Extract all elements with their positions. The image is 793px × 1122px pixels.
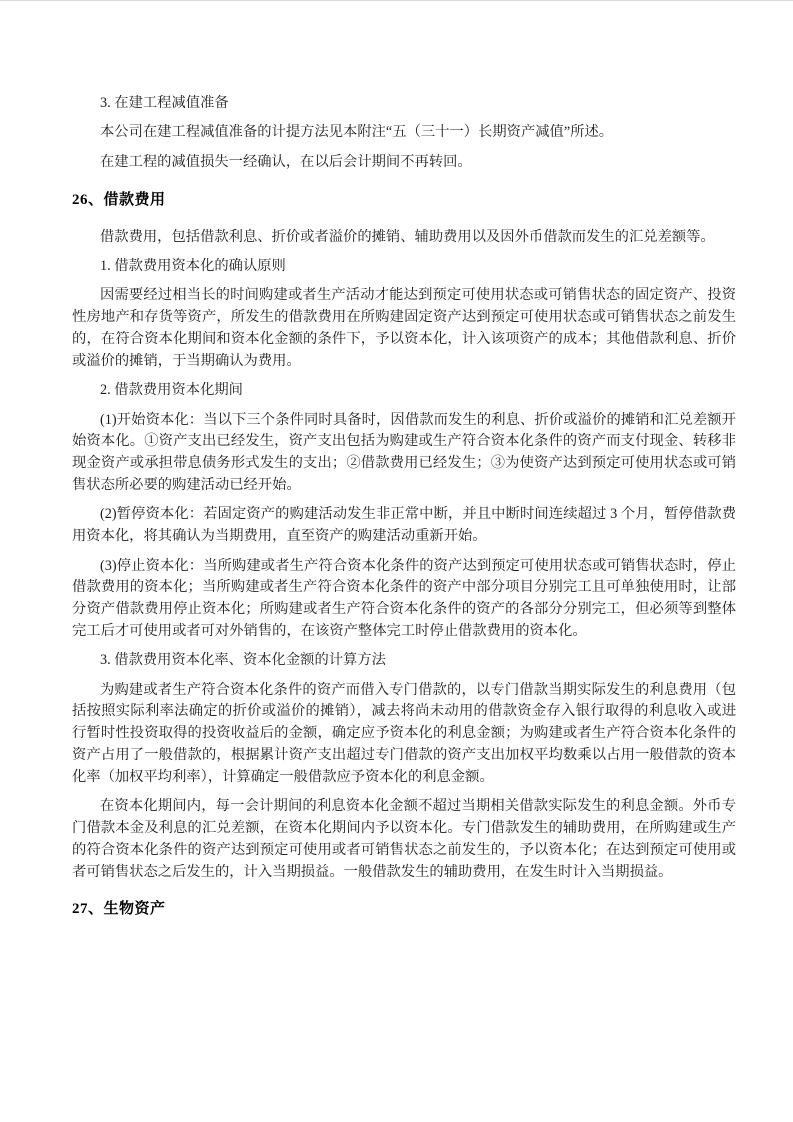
document-body <box>72 93 736 920</box>
body-paragraph: 在建工程的减值损失一经确认，在以后会计期间不再转回。 <box>100 153 472 170</box>
body-paragraph: (2)暂停资本化：若固定资产的购建活动发生非正常中断，并且中断时间连续超过 3 个月，暂停借款费用资本化，将其确认为当期费用，直至资产的购建活动重新开始。 <box>72 506 736 545</box>
body-paragraph: 本公司在建工程减值准备的计提方法见本附注“五（三十一）长期资产减值”所述。 <box>100 124 614 141</box>
body-paragraph: 在资本化期间内，每一会计期间的利息资本化金额不超过当期相关借款实际发生的利息金额。外币专门借款本金及利息的汇兑差额，在资本化期间内予以资本化。专门借款发生的辅助费用，在所购建或生产的符合资本化条件的资产达到预定可使用或者可销售状态之前发生的，予以资本化；在达到预定可使用或者可销售状态之后发生的，计入当期损益。一般借款发生的辅助费用，在发生时计入当期损益。 <box>72 798 736 880</box>
body-paragraph: 借款费用，包括借款利息、折价或者溢价的摊销、辅助费用以及因外币借款而发生的汇兑差额等。 <box>100 228 715 245</box>
page-top-edge <box>0 0 793 1</box>
body-paragraph: 因需要经过相当长的时间购建或者生产活动才能达到预定可使用状态或可销售状态的固定资产、投资性房地产和存货等资产，所发生的借款费用在所购建固定资产达到预定可使用状态或可销售状态之前发生的，在符合资本化期间和资本化金额的条件下，予以资本化，计入该项资产的成本；其他借款利息、折价或溢价的摊销，于当期确认为费用。 <box>72 287 736 369</box>
section-heading: 27、生物资产 <box>72 901 166 918</box>
clause-subheading: 3. 在建工程减值准备 <box>100 95 229 111</box>
clause-subheading: 2. 借款费用资本化期间 <box>100 382 243 399</box>
body-paragraph: 为购建或者生产符合资本化条件的资产而借入专门借款的，以专门借款当期实际发生的利息费用（包括按照实际利率法确定的折价或溢价的摊销），减去将尚未动用的借款资金存入银行取得的利息收入或进行暂时性投资取得的投资收益后的金额，确定应予资本化的利息金额；为购建或者生产符合资本化条件的资产占用了一般借款的，根据累计资产支出超过专门借款的资产支出加权平均数乘以占用一般借款的资本化率（加权平均利率），计算确定一般借款应予资本化的利息金额。 <box>72 681 736 785</box>
clause-subheading: 1. 借款费用资本化的确认原则 <box>100 257 286 274</box>
body-paragraph: (1)开始资本化：当以下三个条件同时具备时，因借款而发生的利息、折价或溢价的摊销和汇兑差额开始资本化。①资产支出已经发生，资产支出包括为购建或生产符合资本化条件的资产而支付现金、转移非现金资产或承担带息债务形式发生的支出；②借款费用已经发生；③为使资产达到预定可使用状态或可销售状态所必要的购建活动已经开始。 <box>72 411 736 493</box>
section-heading: 26、借款费用 <box>72 191 166 208</box>
clause-subheading: 3. 借款费用资本化率、资本化金额的计算方法 <box>100 652 386 669</box>
body-paragraph: (3)停止资本化：当所购建或者生产符合资本化条件的资产达到预定可使用状态或可销售状态时，停止借款费用的资本化；当所购建或者生产符合资本化条件的资产中部分项目分别完工且可单独使用时，让部分资产借款费用停止资本化；所购建或者生产符合资本化条件的资产的各部分分别完工，但必须等到整体完工后才可使用或者可对外销售的，在该资产整体完工时停止借款费用的资本化。 <box>72 557 736 639</box>
